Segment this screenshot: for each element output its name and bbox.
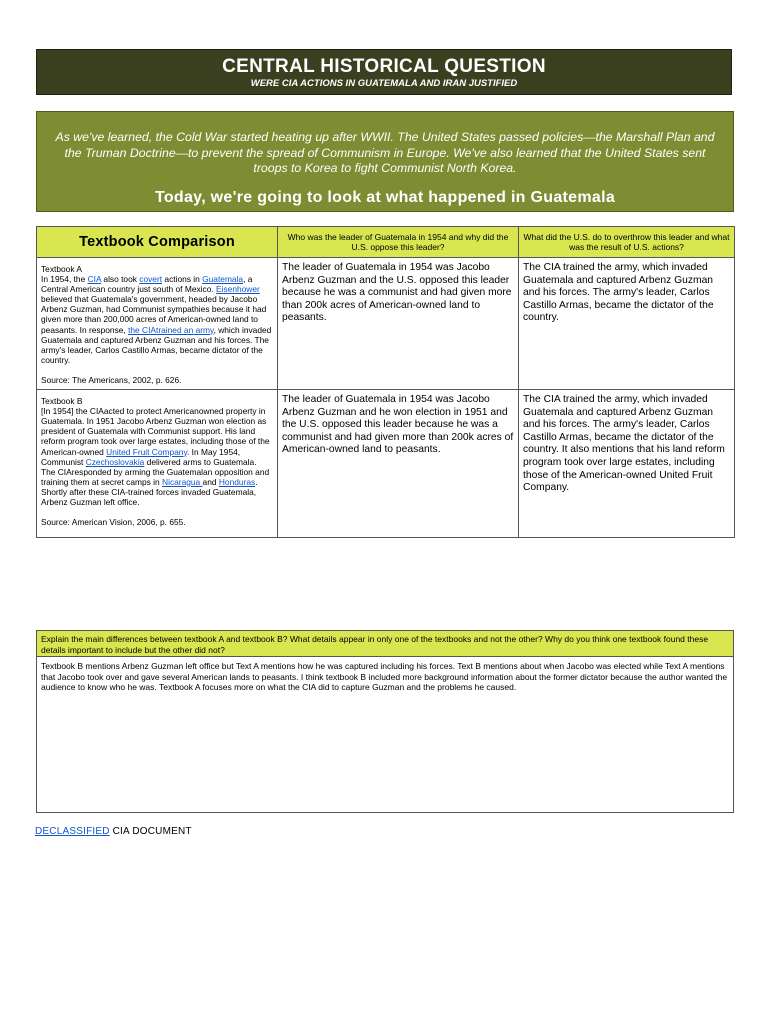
table-row-textbook-b xyxy=(37,390,735,538)
link-cia[interactable]: CIA xyxy=(87,274,102,285)
textbook-b-answer-1[interactable]: The leader of Guatemala in 1954 was Jacobo Arbenz Guzman and he won election in 1951 and the U.S. opposed this leader because he was a communist and had given more than 200k acres of American-owned land to peasants. xyxy=(278,390,519,538)
link-czechoslovakia[interactable]: Czechoslovakia xyxy=(85,456,145,467)
textbook-a-answer-1[interactable]: The leader of Guatemala in 1954 was Jacobo Arbenz Guzman and the U.S. opposed this leader because he was a communist and had given more than 200k acres of American-owned land to peasants. xyxy=(278,258,519,390)
footer-line xyxy=(35,826,192,837)
textbook-a-answer-2[interactable]: The CIA trained the army, which invaded Guatemala and captured Arbenz Guzman and his forces. The army's leader, Carlos Castillo Armas, became the dictator of the country. xyxy=(519,258,735,390)
textbook-b-text: [In 1954] the CIAacted to protect Americanowned property in Guatemala. In 1951 Jacobo Arbenz Guzman won election as president of Guatemala with Communist support. His land reform program took over large estates, including those of the American-owned United Fruit Company. In May 1954, Communist Czechoslovakia delivered arms to Guatemala. The CIAresponded by arming the Guatemalan opposition and training them at secret camps in Nicaragua and Honduras. Shortly after these CIA-trained forces invaded Guatemala, Arbenz Guzman left office. xyxy=(41,406,270,507)
textbook-a-title: Textbook A xyxy=(41,264,82,274)
link-united-fruit-company[interactable]: United Fruit Company xyxy=(106,446,188,457)
link-honduras[interactable]: Honduras xyxy=(218,476,256,487)
page-title: CENTRAL HISTORICAL QUESTION xyxy=(222,56,546,77)
header-question-2: What did the U.S. do to overthrow this leader and what was the result of U.S. actions? xyxy=(519,227,735,258)
title-banner xyxy=(36,49,732,95)
page-subtitle: WERE CIA ACTIONS IN GUATEMALA AND IRAN JUSTIFIED xyxy=(250,78,518,89)
footer-text: CIA DOCUMENT xyxy=(109,826,192,837)
link-eisenhower[interactable]: Eisenhower xyxy=(216,284,260,295)
link-nicaragua[interactable]: Nicaragua xyxy=(162,476,203,487)
table-row-textbook-a xyxy=(37,258,735,390)
intro-box xyxy=(36,111,734,212)
table-header-row xyxy=(37,227,735,258)
intro-text: As we've learned, the Cold War started heating up after WWII. The United States passed policies—the Marshall Plan and the Truman Doctrine—to prevent the spread of Communism in Europe. We've also learned that the United States sent troops to Korea to fight Communist North Korea. xyxy=(55,130,715,175)
header-question-1: Who was the leader of Guatemala in 1954 and why did the U.S. oppose this leader? xyxy=(278,227,519,258)
textbook-b-title: Textbook B xyxy=(41,396,83,407)
header-textbook-comparison: Textbook Comparison xyxy=(37,227,278,258)
textbook-b-source: Source: American Vision, 2006, p. 655. xyxy=(41,517,186,528)
comparison-table xyxy=(36,226,735,538)
link-cia-trained-army[interactable]: the CIAtrained an army xyxy=(128,324,214,335)
differences-question-prompt: Explain the main differences between textbook A and textbook B? What details appear in only one of the textbooks and not the other? Why do you think one textbook found these details important to include but the other did not? xyxy=(37,631,733,657)
textbook-a-text: In 1954, the CIA also took covert actions in Guatemala, a Central American country just south of Mexico. Eisenhower believed that Guatemala's government, headed by Jacobo Arbenz Guzman, had Communist sympathies because it had given more than 200,000 acres of American-owned land to peasants. In response, the CIAtrained an army, which invaded Guatemala and captured Arbenz Guzman and his forces. The army's leader, Carlos Castillo Armas, became dictator of the country. xyxy=(41,274,272,365)
textbook-b-answer-2[interactable]: The CIA trained the army, which invaded Guatemala and captured Arbenz Guzman and his forces. The army's leader, Carlos Castillo Armas, became the dictator of the country. It also mentions that his land reform program took over large estates, including those of the American-owned United Fruit Company. xyxy=(519,390,735,538)
link-covert[interactable]: covert xyxy=(139,274,163,285)
differences-question-box xyxy=(36,630,734,813)
intro-today: Today, we're going to look at what happened in Guatemala xyxy=(154,188,616,206)
textbook-a-source: Source: The Americans, 2002, p. 626. xyxy=(41,374,182,385)
textbook-a-excerpt xyxy=(37,258,278,390)
textbook-b-excerpt xyxy=(37,390,278,538)
link-guatemala[interactable]: Guatemala xyxy=(202,274,244,285)
link-declassified[interactable]: DECLASSIFIED xyxy=(35,826,110,837)
differences-answer[interactable]: Textbook B mentions Arbenz Guzman left office but Text A mentions how he was captured including his forces. Text B mentions about when Jacobo was elected while Text A mentions that Jacobo took over and gave several American lands to peasants. I think textbook B included more background information about the former dictator because the author wanted the audience to know who he was. Textbook A focuses more on what the CIA did to capture Guzman and the problems he caused. xyxy=(41,661,728,692)
